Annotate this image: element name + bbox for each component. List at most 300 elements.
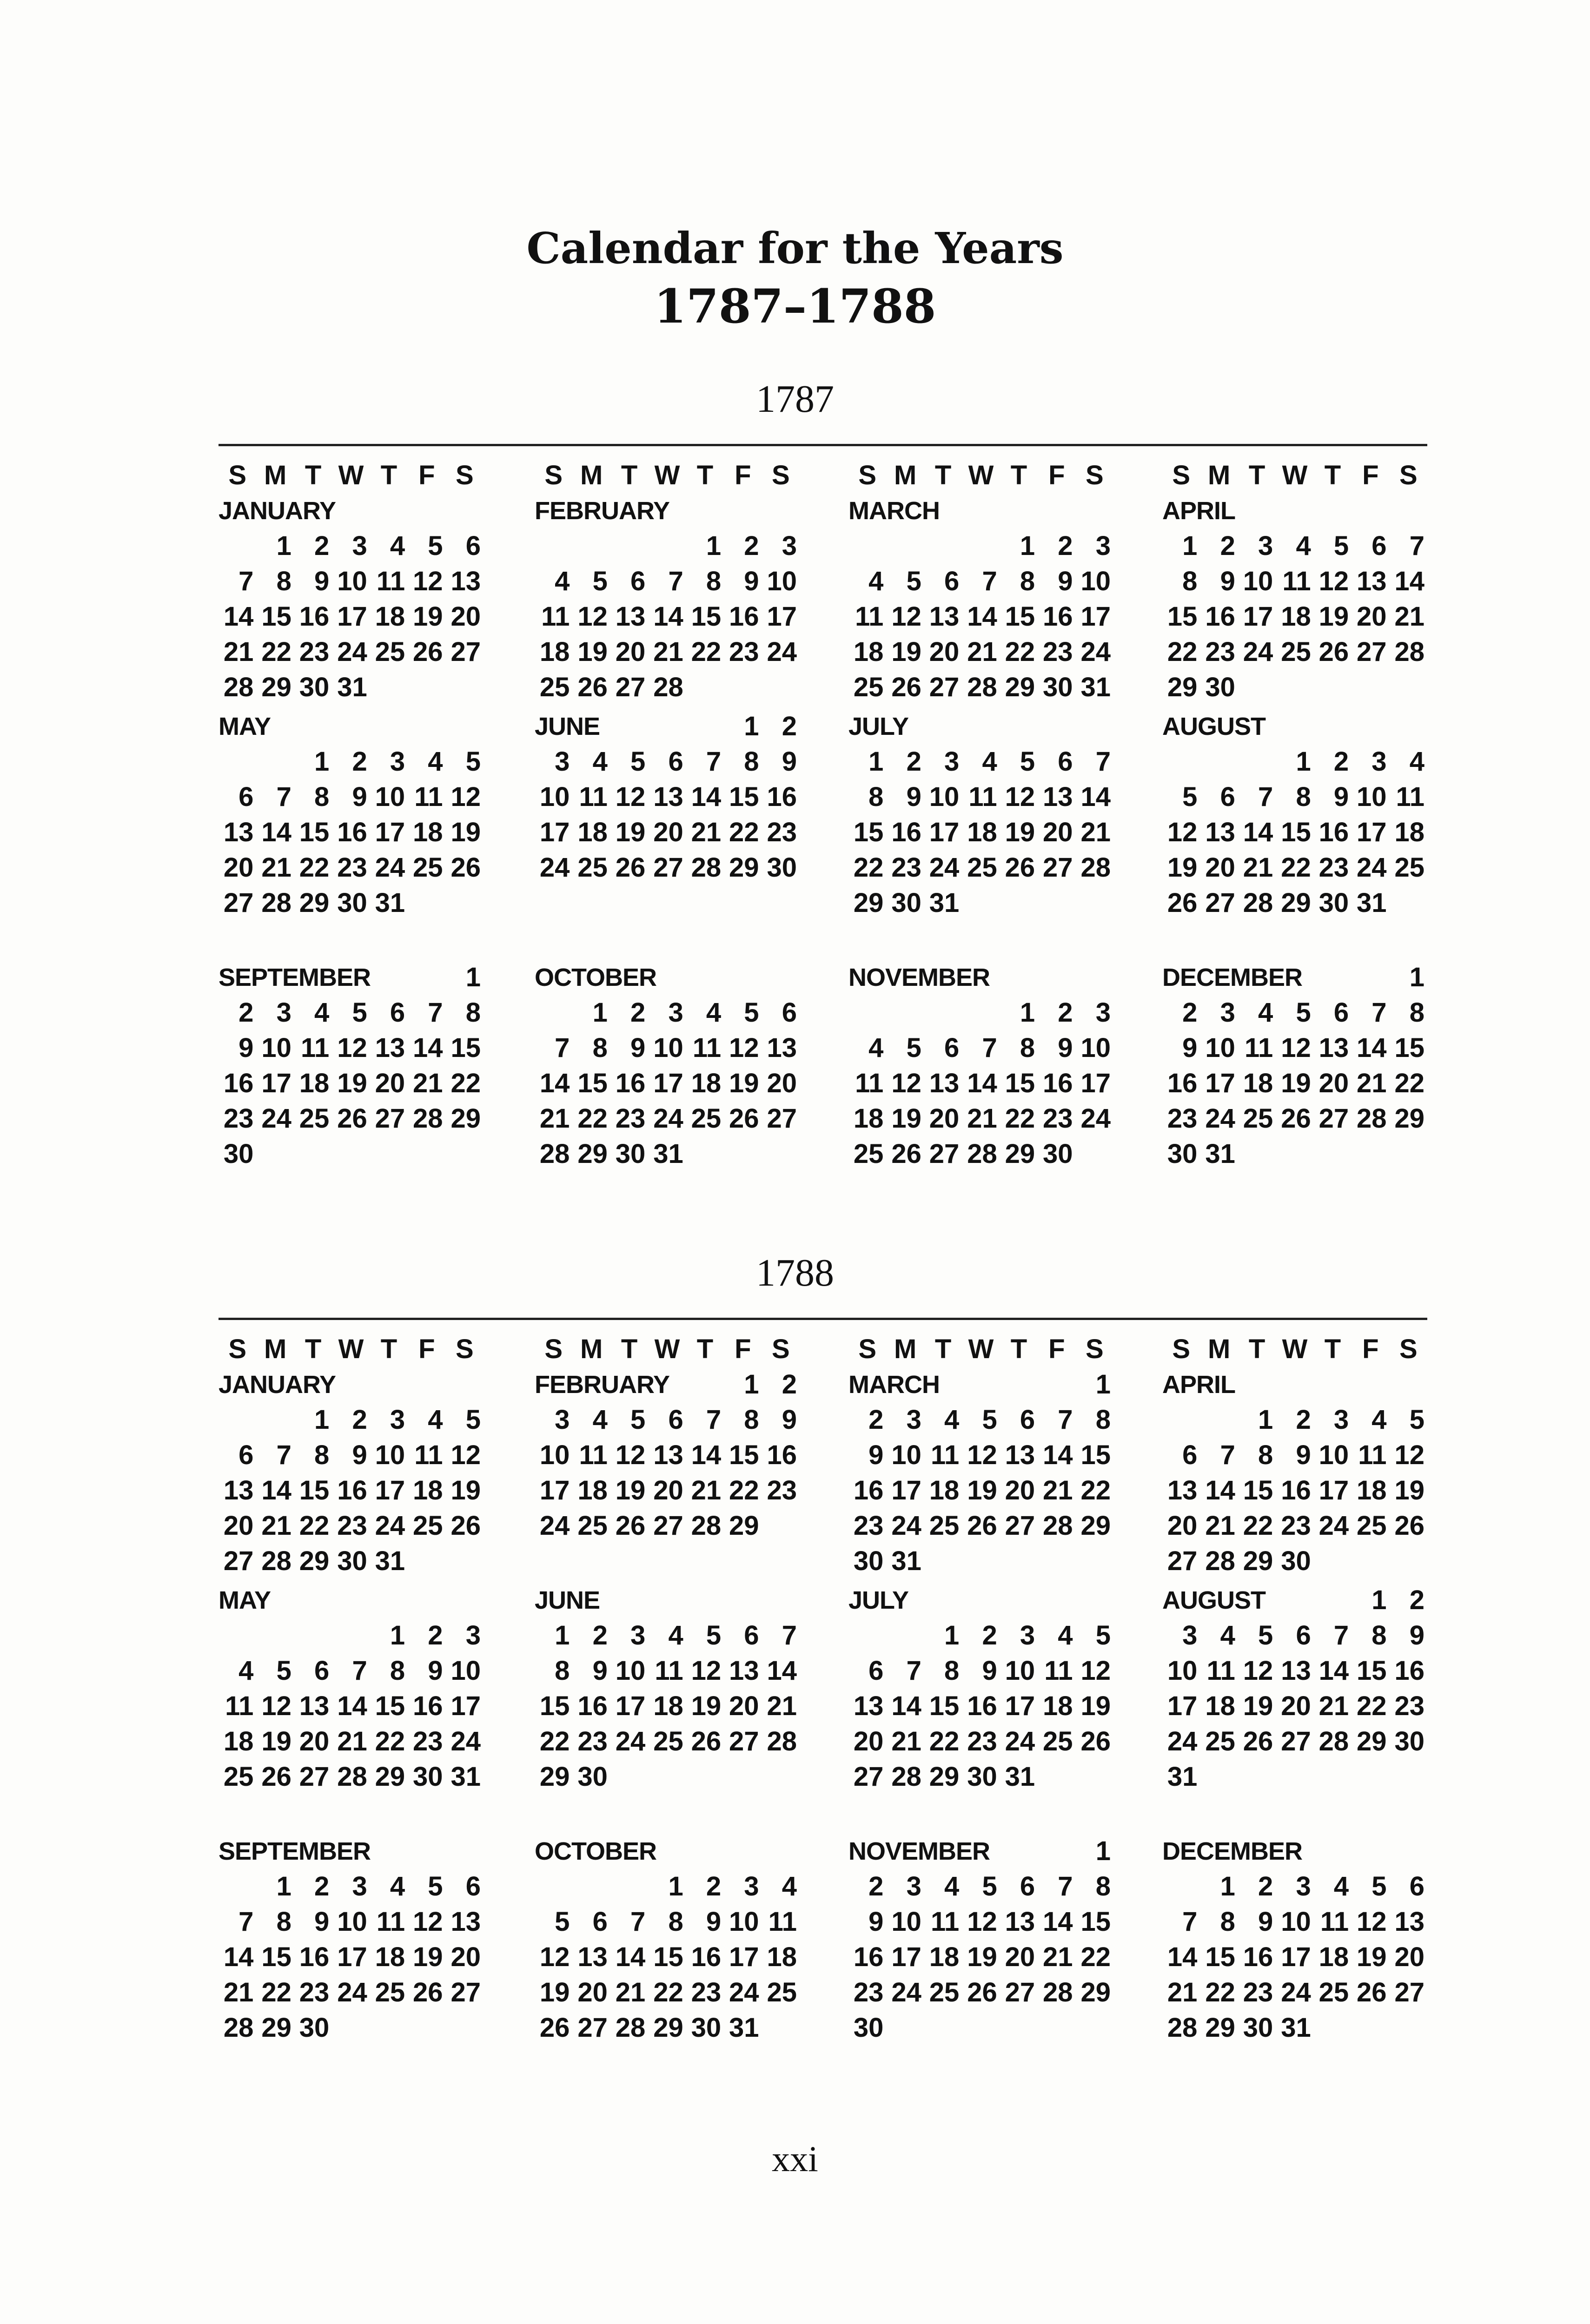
day-cell: 13 — [1318, 1033, 1349, 1063]
month-name-row — [219, 1583, 484, 1618]
day-cell: 15 — [1394, 1033, 1424, 1063]
day-cell: 18 — [1243, 1068, 1273, 1098]
week-row — [1162, 744, 1427, 779]
empty-day-cell — [610, 528, 648, 564]
day-cell: 28 — [1080, 852, 1111, 883]
weekday-header: S — [455, 1334, 474, 1364]
weekday-header: T — [305, 1334, 322, 1364]
day-cell: 19 — [1281, 1068, 1311, 1098]
day-cell: 26 — [450, 1511, 481, 1541]
day-cell: 17 — [375, 1475, 405, 1505]
day-cell: 26 — [413, 1977, 443, 2007]
day-cell: 15 — [1005, 601, 1035, 632]
month-name: FEBRUARY — [535, 493, 671, 528]
day-cell: 7 — [1409, 531, 1424, 561]
day-cell: 8 — [1371, 1620, 1387, 1651]
day-cell: 25 — [929, 1511, 960, 1541]
day-cell: 1 — [706, 531, 722, 561]
day-cell: 21 — [891, 1726, 921, 1756]
day-cell: 18 — [1318, 1942, 1349, 1972]
week-row — [219, 599, 484, 634]
day-cell: 1 — [1020, 997, 1035, 1028]
empty-day-cell — [408, 1136, 445, 1172]
day-cell: 18 — [967, 817, 997, 847]
empty-day-cell — [1238, 1136, 1276, 1172]
day-cell: 18 — [413, 1475, 443, 1505]
day-cell: 21 — [223, 637, 254, 667]
week-row — [1162, 1438, 1427, 1473]
week-row — [219, 779, 484, 815]
month-february-1788 — [535, 1332, 800, 1544]
day-cell: 20 — [615, 637, 646, 667]
day-cell: 5 — [428, 1871, 443, 1901]
day-cell: 13 — [767, 1033, 797, 1063]
day-cell: 8 — [314, 1440, 330, 1470]
week-row — [219, 1508, 484, 1544]
day-cell: 28 — [1243, 888, 1273, 918]
day-cell: 15 — [691, 601, 722, 632]
day-cell: 16 — [853, 1942, 884, 1972]
day-cell: 7 — [555, 1033, 570, 1063]
day-cell: 15 — [577, 1068, 608, 1098]
week-row — [219, 1940, 484, 1975]
week-row — [219, 1136, 484, 1172]
week-row — [848, 528, 1113, 564]
week-row — [848, 1869, 1113, 1904]
day-cell: 2 — [782, 1369, 797, 1400]
week-row — [848, 599, 1113, 634]
day-cell: 23 — [729, 637, 759, 667]
day-cell: 24 — [450, 1726, 481, 1756]
day-cell: 13 — [577, 1942, 608, 1972]
day-cell: 13 — [1005, 1907, 1035, 1937]
weekday-header: F — [1362, 1334, 1379, 1364]
day-cell: 31 — [1080, 672, 1111, 702]
day-cell: 23 — [615, 1103, 646, 1134]
weekday-header: F — [418, 460, 435, 490]
week-row — [848, 779, 1113, 815]
month-name: JULY — [848, 709, 910, 744]
day-cell: 28 — [653, 672, 683, 702]
week-row — [219, 564, 484, 599]
week-row — [848, 1544, 1113, 1579]
week-row — [219, 995, 484, 1030]
month-name-row — [1162, 1583, 1427, 1618]
month-name: AUGUST — [1162, 709, 1267, 744]
day-cell: 16 — [1318, 817, 1349, 847]
day-cell: 5 — [630, 1405, 646, 1435]
day-cell: 1 — [1095, 1836, 1111, 1866]
day-cell: 26 — [539, 2013, 570, 2043]
day-cell: 15 — [1205, 1942, 1235, 1972]
empty-day-cell — [648, 528, 686, 564]
day-cell: 24 — [375, 852, 405, 883]
day-cell: 17 — [1080, 601, 1111, 632]
day-cell: 3 — [352, 531, 367, 561]
week-row — [848, 634, 1113, 670]
day-cell: 30 — [1043, 672, 1073, 702]
month-name-row — [1162, 493, 1427, 528]
weekday-header: F — [735, 1334, 751, 1364]
day-cell: 23 — [337, 852, 367, 883]
day-cell: 20 — [1394, 1942, 1424, 1972]
week-row — [1162, 1030, 1427, 1066]
week-row — [1162, 528, 1427, 564]
month-name: OCTOBER — [535, 960, 658, 995]
day-cell: 11 — [414, 782, 443, 812]
day-cell: 11 — [376, 1907, 405, 1937]
day-cell: 11 — [855, 1068, 884, 1098]
day-cell: 11 — [655, 1656, 683, 1686]
day-cell: 15 — [450, 1033, 481, 1063]
day-cell: 13 — [375, 1033, 405, 1063]
day-cell: 30 — [1394, 1726, 1424, 1756]
day-cell: 20 — [929, 637, 960, 667]
day-cell: 13 — [299, 1691, 330, 1721]
week-row — [535, 1508, 800, 1544]
day-cell: 6 — [1020, 1405, 1035, 1435]
day-cell: 4 — [668, 1620, 683, 1651]
day-cell: 4 — [592, 746, 608, 777]
week-row — [219, 1473, 484, 1508]
day-cell: 24 — [615, 1726, 646, 1756]
day-cell: 3 — [744, 1871, 759, 1901]
day-cell: 4 — [1409, 746, 1424, 777]
day-cell: 17 — [653, 1068, 683, 1098]
day-cell: 17 — [615, 1691, 646, 1721]
day-cell: 8 — [390, 1656, 405, 1686]
day-cell: 25 — [1243, 1103, 1273, 1134]
day-cell: 2 — [982, 1620, 997, 1651]
day-cell: 8 — [314, 782, 330, 812]
day-cell: 23 — [1318, 852, 1349, 883]
day-cell: 15 — [729, 782, 759, 812]
day-cell: 11 — [541, 601, 570, 632]
day-cell: 28 — [1357, 1103, 1387, 1134]
weekday-header: S — [228, 1334, 247, 1364]
month-january-1788 — [219, 1332, 484, 1579]
day-cell: 8 — [1220, 1907, 1235, 1937]
day-cell: 24 — [1080, 637, 1111, 667]
day-cell: 10 — [375, 782, 405, 812]
day-cell: 18 — [1357, 1475, 1387, 1505]
day-cell: 31 — [1281, 2013, 1311, 2043]
day-cell: 1 — [1182, 531, 1198, 561]
weekday-header: W — [1282, 460, 1308, 490]
day-cell: 15 — [1167, 601, 1198, 632]
day-cell: 8 — [276, 1907, 292, 1937]
empty-day-cell — [924, 1544, 962, 1579]
weekday-header: S — [858, 1334, 877, 1364]
day-cell: 3 — [944, 746, 960, 777]
week-row — [848, 1618, 1113, 1653]
empty-day-cell — [648, 709, 686, 744]
day-cell: 16 — [413, 1691, 443, 1721]
day-cell: 18 — [853, 637, 884, 667]
day-cell: 28 — [223, 672, 254, 702]
week-row — [535, 1724, 800, 1759]
weekday-header: T — [934, 460, 952, 490]
day-cell: 9 — [1220, 566, 1235, 596]
day-cell: 30 — [413, 1762, 443, 1792]
day-cell: 10 — [1080, 566, 1111, 596]
month-name: FEBRUARY — [535, 1367, 671, 1402]
day-cell: 6 — [1182, 1440, 1198, 1470]
day-cell: 11 — [930, 1440, 960, 1470]
empty-day-cell — [446, 885, 484, 921]
empty-day-cell — [256, 744, 294, 779]
day-cell: 3 — [1333, 1405, 1349, 1435]
day-cell: 28 — [1167, 2013, 1198, 2043]
empty-day-cell — [1038, 1834, 1075, 1869]
day-cell: 14 — [967, 1068, 997, 1098]
day-cell: 30 — [337, 888, 367, 918]
day-cell: 15 — [1357, 1656, 1387, 1686]
day-cell: 14 — [261, 817, 292, 847]
week-row — [219, 850, 484, 885]
day-cell: 20 — [653, 817, 683, 847]
weekday-header: T — [1010, 460, 1027, 490]
day-cell: 20 — [853, 1726, 884, 1756]
empty-day-cell — [886, 995, 924, 1030]
week-row — [1162, 599, 1427, 634]
month-name: MAY — [219, 1583, 272, 1618]
empty-day-cell — [1314, 1544, 1352, 1579]
day-cell: 20 — [767, 1068, 797, 1098]
empty-day-cell — [686, 1136, 724, 1172]
day-cell: 9 — [1409, 1620, 1424, 1651]
day-cell: 15 — [375, 1691, 405, 1721]
day-cell: 5 — [1409, 1405, 1424, 1435]
month-name: NOVEMBER — [848, 1834, 992, 1869]
month-name-row — [1162, 709, 1427, 744]
day-cell: 27 — [653, 1511, 683, 1541]
day-cell: 23 — [691, 1977, 722, 2007]
day-cell: 13 — [1005, 1440, 1035, 1470]
week-row — [1162, 1136, 1427, 1172]
day-cell: 24 — [1281, 1977, 1311, 2007]
day-cell: 21 — [653, 637, 683, 667]
empty-day-cell — [848, 528, 886, 564]
day-cell: 2 — [592, 1620, 608, 1651]
day-cell: 9 — [314, 566, 330, 596]
day-cell: 5 — [1095, 1620, 1111, 1651]
empty-day-cell — [962, 2010, 1000, 2046]
day-cell: 6 — [390, 997, 405, 1028]
day-cell: 21 — [1043, 1475, 1073, 1505]
day-cell: 1 — [592, 997, 608, 1028]
day-cell: 7 — [238, 1907, 254, 1937]
week-row — [1162, 885, 1427, 921]
weekday-header: T — [305, 460, 322, 490]
day-cell: 24 — [375, 1511, 405, 1541]
day-cell: 5 — [706, 1620, 722, 1651]
day-cell: 6 — [668, 746, 683, 777]
day-cell: 20 — [450, 601, 481, 632]
empty-day-cell — [962, 995, 1000, 1030]
empty-day-cell — [610, 709, 648, 744]
day-cell: 19 — [1318, 601, 1349, 632]
week-row — [1162, 1904, 1427, 1940]
empty-day-cell — [1038, 885, 1075, 921]
month-name-row — [848, 1583, 1113, 1618]
month-name-row — [219, 493, 484, 528]
empty-day-cell — [848, 995, 886, 1030]
month-january-1787 — [219, 458, 484, 705]
day-cell: 9 — [782, 1405, 797, 1435]
day-cell: 22 — [1281, 852, 1311, 883]
day-cell: 30 — [1205, 672, 1235, 702]
day-cell: 25 — [577, 852, 608, 883]
weekday-header: S — [1399, 1334, 1418, 1364]
empty-day-cell — [1238, 744, 1276, 779]
day-cell: 7 — [352, 1656, 367, 1686]
day-cell: 17 — [1318, 1475, 1349, 1505]
month-july-1787 — [848, 709, 1113, 921]
day-cell: 22 — [729, 1475, 759, 1505]
day-cell: 22 — [1167, 637, 1198, 667]
week-row — [1162, 779, 1427, 815]
day-cell: 20 — [1043, 817, 1073, 847]
day-cell: 7 — [1095, 746, 1111, 777]
month-november-1787 — [848, 960, 1113, 1172]
day-cell: 11 — [1282, 566, 1311, 596]
day-cell: 3 — [276, 997, 292, 1028]
day-cell: 12 — [1005, 782, 1035, 812]
day-cell: 5 — [982, 1871, 997, 1901]
day-cell: 21 — [539, 1103, 570, 1134]
day-cell: 3 — [1182, 1620, 1198, 1651]
day-cell: 1 — [1020, 531, 1035, 561]
day-cell: 30 — [299, 672, 330, 702]
day-cell: 22 — [577, 1103, 608, 1134]
day-cell: 10 — [615, 1656, 646, 1686]
day-cell: 28 — [691, 1511, 722, 1541]
day-cell: 3 — [1020, 1620, 1035, 1651]
empty-day-cell — [370, 960, 408, 995]
day-cell: 12 — [450, 782, 481, 812]
empty-day-cell — [332, 1618, 370, 1653]
week-row — [219, 1402, 484, 1438]
day-cell: 16 — [729, 601, 759, 632]
day-cell: 28 — [539, 1139, 570, 1169]
day-cell: 30 — [1318, 888, 1349, 918]
weekday-header: T — [1324, 460, 1341, 490]
day-cell: 3 — [668, 997, 683, 1028]
empty-day-cell — [1200, 1759, 1238, 1795]
day-cell: 12 — [1394, 1440, 1424, 1470]
day-cell: 16 — [1394, 1656, 1424, 1686]
empty-day-cell — [1162, 1402, 1200, 1438]
day-cell: 8 — [1095, 1405, 1111, 1435]
empty-day-cell — [962, 1367, 1000, 1402]
day-cell: 21 — [967, 1103, 997, 1134]
day-cell: 11 — [692, 1033, 722, 1063]
day-cell: 31 — [929, 888, 960, 918]
day-cell: 7 — [1058, 1871, 1073, 1901]
day-cell: 26 — [1243, 1726, 1273, 1756]
day-cell: 24 — [539, 852, 570, 883]
day-cell: 25 — [223, 1762, 254, 1792]
day-cell: 21 — [1243, 852, 1273, 883]
week-row — [1162, 634, 1427, 670]
week-row — [848, 1473, 1113, 1508]
weekday-header: T — [934, 1334, 952, 1364]
empty-day-cell — [332, 2010, 370, 2046]
empty-day-cell — [408, 2010, 445, 2046]
day-cell: 21 — [261, 852, 292, 883]
month-name: DECEMBER — [1162, 1834, 1304, 1869]
empty-day-cell — [1390, 1544, 1427, 1579]
day-cell: 8 — [1296, 782, 1311, 812]
week-row — [535, 1653, 800, 1689]
day-cell: 17 — [1281, 1942, 1311, 1972]
week-row — [535, 850, 800, 885]
day-cell: 23 — [1167, 1103, 1198, 1134]
day-cell: 21 — [1167, 1977, 1198, 2007]
day-cell: 27 — [929, 1139, 960, 1169]
empty-day-cell — [1390, 670, 1427, 705]
day-cell: 7 — [668, 566, 683, 596]
day-cell: 9 — [1182, 1033, 1198, 1063]
day-cell: 1 — [390, 1620, 405, 1651]
day-cell: 29 — [577, 1139, 608, 1169]
day-cell: 29 — [1281, 888, 1311, 918]
day-cell: 7 — [982, 1033, 997, 1063]
day-cell: 24 — [891, 1511, 921, 1541]
empty-day-cell — [1162, 744, 1200, 779]
day-cell: 25 — [413, 1511, 443, 1541]
day-cell: 12 — [413, 1907, 443, 1937]
empty-day-cell — [724, 1759, 762, 1795]
weekday-header: S — [1399, 460, 1418, 490]
day-cell: 18 — [929, 1942, 960, 1972]
month-name: APRIL — [1162, 493, 1237, 528]
day-cell: 31 — [653, 1139, 683, 1169]
weekday-header: M — [264, 1334, 287, 1364]
day-cell: 12 — [891, 1068, 921, 1098]
week-row — [219, 744, 484, 779]
day-cell: 14 — [223, 1942, 254, 1972]
day-cell: 18 — [1205, 1691, 1235, 1721]
day-cell: 4 — [944, 1405, 960, 1435]
week-row — [219, 634, 484, 670]
day-cell: 25 — [1205, 1726, 1235, 1756]
day-cell: 27 — [1205, 888, 1235, 918]
week-row — [848, 1066, 1113, 1101]
empty-day-cell — [724, 1136, 762, 1172]
empty-day-cell — [256, 1402, 294, 1438]
day-cell: 9 — [744, 566, 759, 596]
week-row — [535, 564, 800, 599]
day-cell: 19 — [450, 817, 481, 847]
week-row — [219, 2010, 484, 2046]
day-cell: 3 — [1095, 531, 1111, 561]
day-cell: 29 — [299, 888, 330, 918]
day-cell: 26 — [450, 852, 481, 883]
day-cell: 27 — [653, 852, 683, 883]
day-cell: 19 — [450, 1475, 481, 1505]
day-cell: 31 — [375, 888, 405, 918]
day-cell: 22 — [261, 1977, 292, 2007]
day-cell: 7 — [906, 1656, 921, 1686]
day-cell: 22 — [691, 637, 722, 667]
day-cell: 25 — [375, 1977, 405, 2007]
day-cell: 17 — [1205, 1068, 1235, 1098]
empty-day-cell — [408, 670, 445, 705]
empty-day-cell — [1000, 1544, 1038, 1579]
day-cell: 10 — [767, 566, 797, 596]
